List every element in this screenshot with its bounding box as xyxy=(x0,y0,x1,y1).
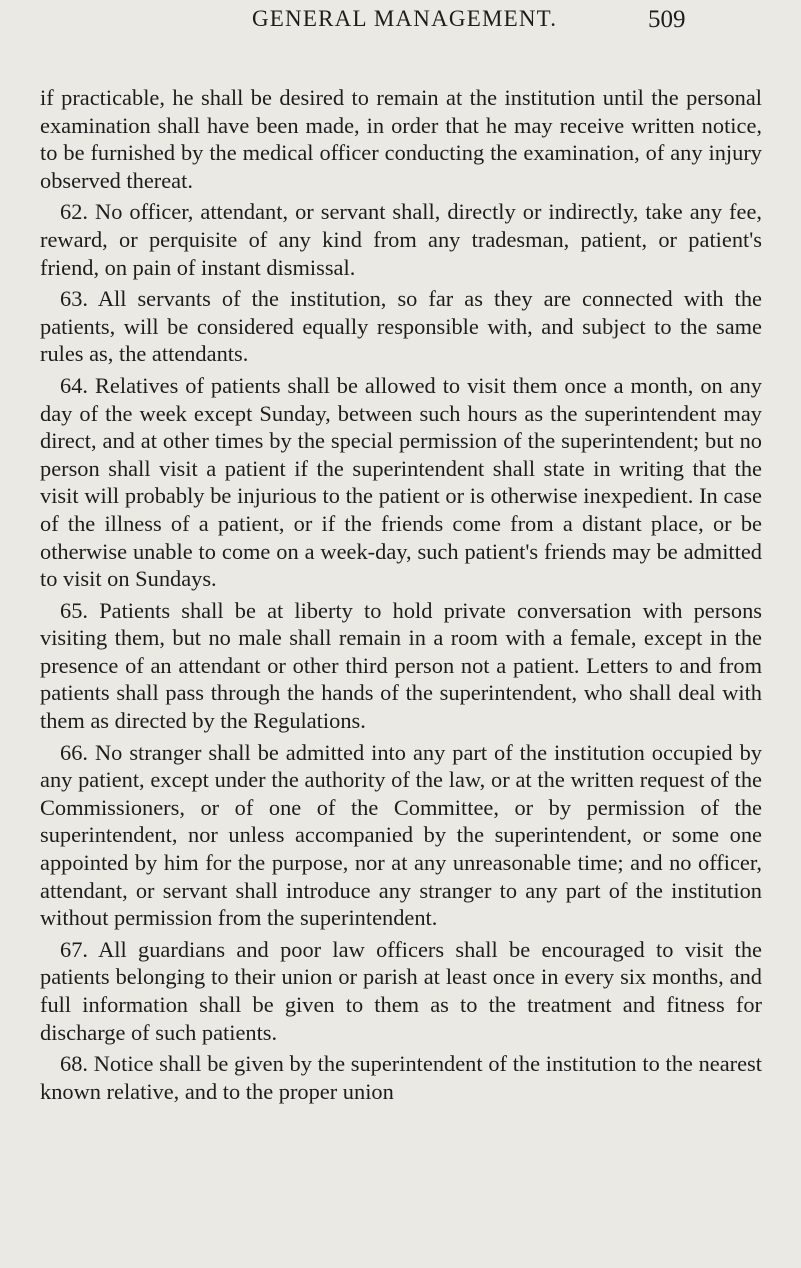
page-body xyxy=(40,84,762,1109)
rule-text: Notice shall be given by the superintendent of the institution to the nearest known relative, and to the proper union xyxy=(40,1051,762,1104)
rule-paragraph-62 xyxy=(40,198,762,281)
rule-number: 63. xyxy=(60,286,88,312)
rule-paragraph-63 xyxy=(40,285,762,368)
rule-number: 67. xyxy=(60,936,88,962)
rule-paragraph-68 xyxy=(40,1050,762,1105)
rule-paragraph-67 xyxy=(40,936,762,1046)
rule-number: 65. xyxy=(60,597,88,623)
rule-paragraph-66 xyxy=(40,739,762,932)
continued-paragraph: if practicable, he shall be desired to remain at the institution until the personal examination shall have been made, in order that he may receive written notice, to be furnished by the medical officer conducting the examination, of any injury observed thereat. xyxy=(40,85,762,193)
running-head-title: GENERAL MANAGEMENT. xyxy=(252,6,558,31)
rule-text: All servants of the institution, so far as they are connected with the patients, will be considered equally responsible with, and subject to the same rules as, the attendants. xyxy=(40,286,762,367)
page-number: 509 xyxy=(648,6,686,33)
rule-paragraph-65 xyxy=(40,597,762,735)
rule-paragraph-64 xyxy=(40,372,762,593)
running-head xyxy=(0,6,801,46)
rule-number: 66. xyxy=(60,739,88,765)
rule-text: Relatives of patients shall be allowed to visit them once a month, on any day of the week except Sunday, between such hours as the superintendent may direct, and at other times by the special permission of the superintendent; but no person shall visit a patient if the superintendent shall state in writing that the visit will probably be injurious to the patient or is otherwise inexpedient. In case of the illness of a patient, or if the friends come from a distant place, or be otherwise unable to come on a week-day, such patient's friends may be admitted to visit on Sundays. xyxy=(40,372,763,592)
rule-number: 62. xyxy=(60,199,88,225)
rule-text: No officer, attendant, or servant shall, directly or indirectly, take any fee, reward, or perquisite of any kind from any tradesman, patient, or patient's friend, on pain of instant dismissal. xyxy=(40,199,762,280)
rule-number: 64. xyxy=(60,372,88,398)
rule-text: No stranger shall be admitted into any part of the institution occupied by any patient, except under the authority of the law, or at the written request of the Commissioners, or of one of the Committee, or by permission of the superintendent, nor unless accompanied by the superintendent, or some one appointed by him for the purpose, nor at any unreasonable time; and no officer, attendant, or servant shall introduce any stranger to any part of the institution without permission from the superintendent. xyxy=(40,739,762,931)
rule-number: 68. xyxy=(60,1051,88,1077)
rule-text: All guardians and poor law officers shall be encouraged to visit the patients belonging to their union or parish at least once in every six months, and full information shall be given to them as to the treatment and fitness for discharge of such patients. xyxy=(40,936,762,1045)
rule-text: Patients shall be at liberty to hold private conversation with persons visiting them, but no male shall remain in a room with a female, except in the presence of an attendant or other third person not a patient. Letters to and from patients shall pass through the hands of the superintendent, who shall deal with them as directed by the Regulations. xyxy=(40,597,762,734)
